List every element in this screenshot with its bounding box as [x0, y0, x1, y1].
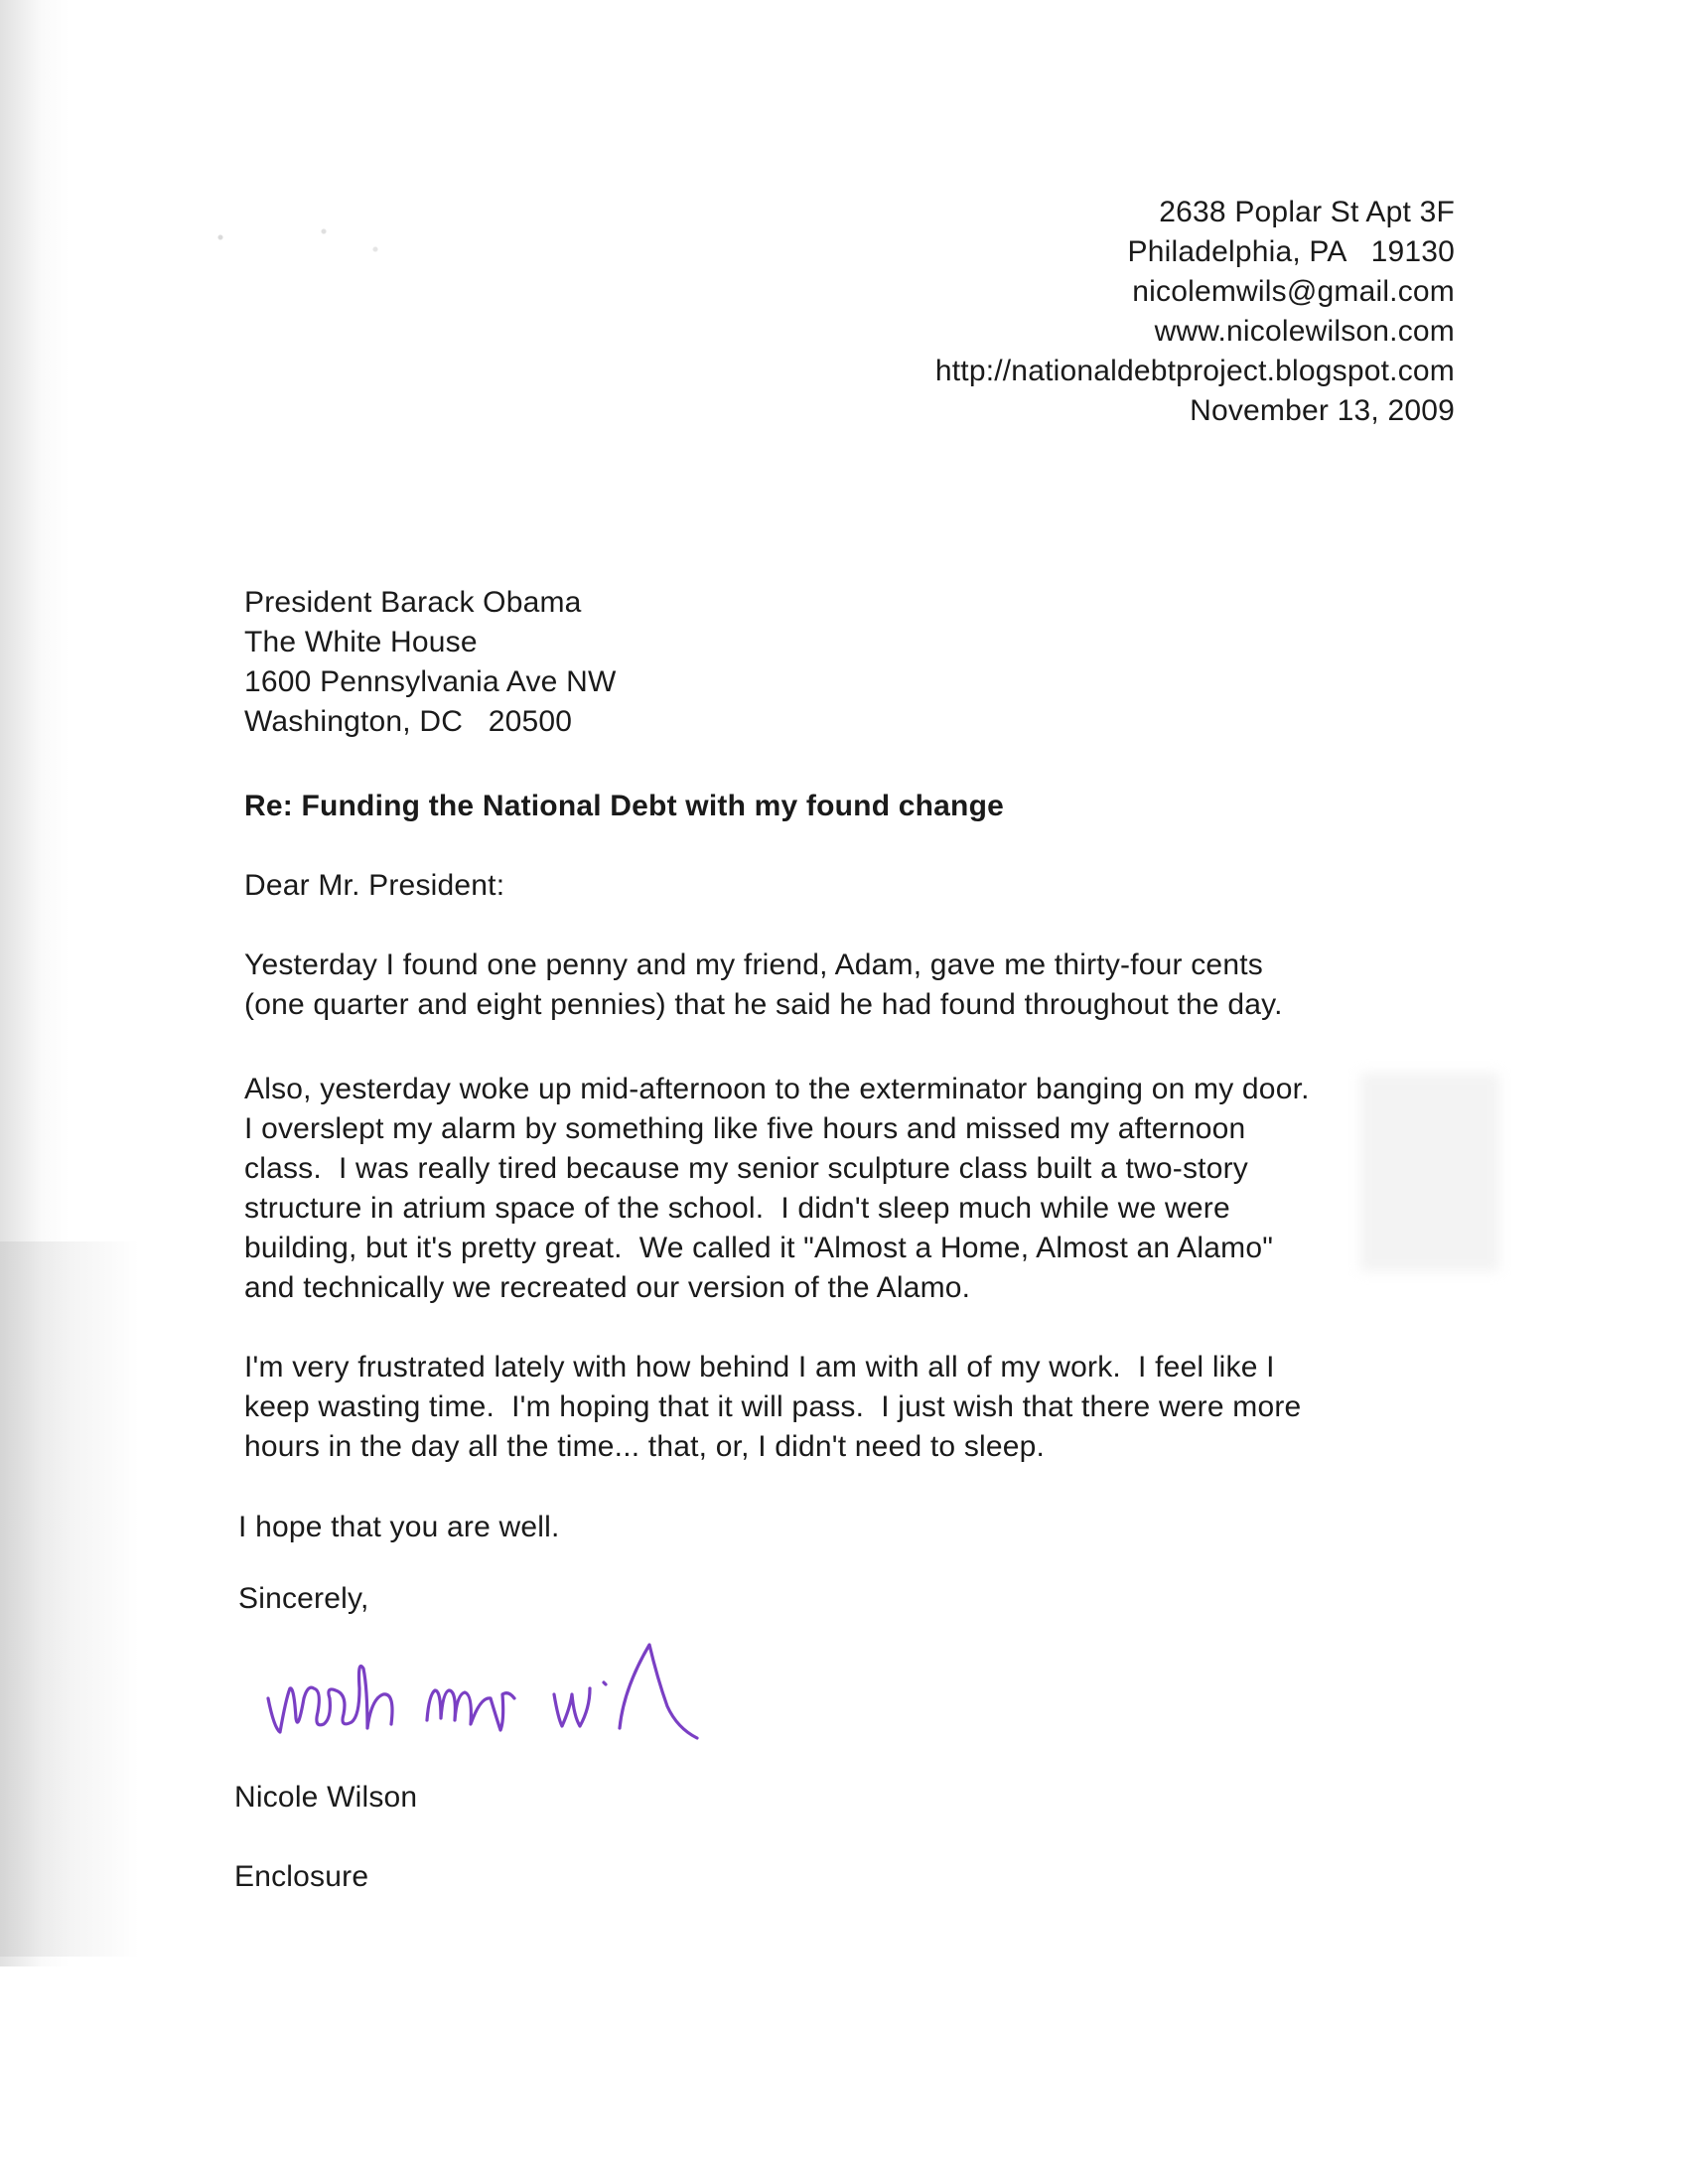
signature-drawing	[260, 1629, 777, 1758]
recipient-block	[244, 583, 616, 742]
sender-block	[935, 193, 1455, 431]
sincerely: Sincerely,	[238, 1582, 369, 1615]
body-paragraph-2	[244, 1070, 1436, 1308]
paragraph-line: Also, yesterday woke up mid-afternoon to the exterminator banging on my door.	[244, 1073, 1310, 1105]
sender-email: nicolemwils@gmail.com	[1132, 275, 1455, 308]
paragraph-line: building, but it's pretty great. We called it "Almost a Home, Almost an Alamo"	[244, 1232, 1274, 1264]
handwritten-signature	[260, 1629, 777, 1758]
recipient-name: President Barack Obama	[244, 586, 582, 619]
paragraph-line: keep wasting time. I'm hoping that it will pass. I just wish that there were more	[244, 1390, 1302, 1423]
sender-website: www.nicolewilson.com	[1154, 315, 1455, 348]
paragraph-line: hours in the day all the time... that, or, I didn't need to sleep.	[244, 1430, 1046, 1463]
paragraph-line: and technically we recreated our version of the Alamo.	[244, 1271, 971, 1304]
scan-specks	[169, 214, 427, 273]
paragraph-line: I overslept my alarm by something like five hours and missed my afternoon	[244, 1112, 1246, 1145]
paragraph-line: class. I was really tired because my senior sculpture class built a two-story	[244, 1152, 1248, 1185]
closing-line: I hope that you are well.	[238, 1511, 560, 1543]
sender-address-line2: Philadelphia, PA 19130	[1127, 235, 1455, 268]
signer-name: Nicole Wilson	[234, 1781, 418, 1814]
enclosure-note: Enclosure	[234, 1860, 369, 1893]
recipient-org: The White House	[244, 626, 478, 658]
subject-line: Re: Funding the National Debt with my found change	[244, 790, 1004, 822]
paragraph-line: I'm very frustrated lately with how behind I am with all of my work. I feel like I	[244, 1351, 1275, 1383]
salutation: Dear Mr. President:	[244, 869, 505, 902]
paragraph-line: Yesterday I found one penny and my friend, Adam, gave me thirty-four cents	[244, 948, 1263, 981]
sender-blog: http://nationaldebtproject.blogspot.com	[934, 355, 1455, 387]
recipient-street: 1600 Pennsylvania Ave NW	[244, 665, 617, 698]
paragraph-line: (one quarter and eight pennies) that he said he had found throughout the day.	[244, 988, 1283, 1021]
paragraph-line: structure in atrium space of the school. I didn't sleep much while we were	[244, 1192, 1230, 1225]
body-paragraph-1	[244, 946, 1436, 1025]
sender-address-line1: 2638 Poplar St Apt 3F	[1159, 196, 1455, 228]
recipient-city: Washington, DC 20500	[244, 705, 573, 738]
body-paragraph-3	[244, 1348, 1436, 1467]
scan-shadow-lower	[0, 1241, 139, 1957]
letter-date: November 13, 2009	[1190, 394, 1455, 427]
